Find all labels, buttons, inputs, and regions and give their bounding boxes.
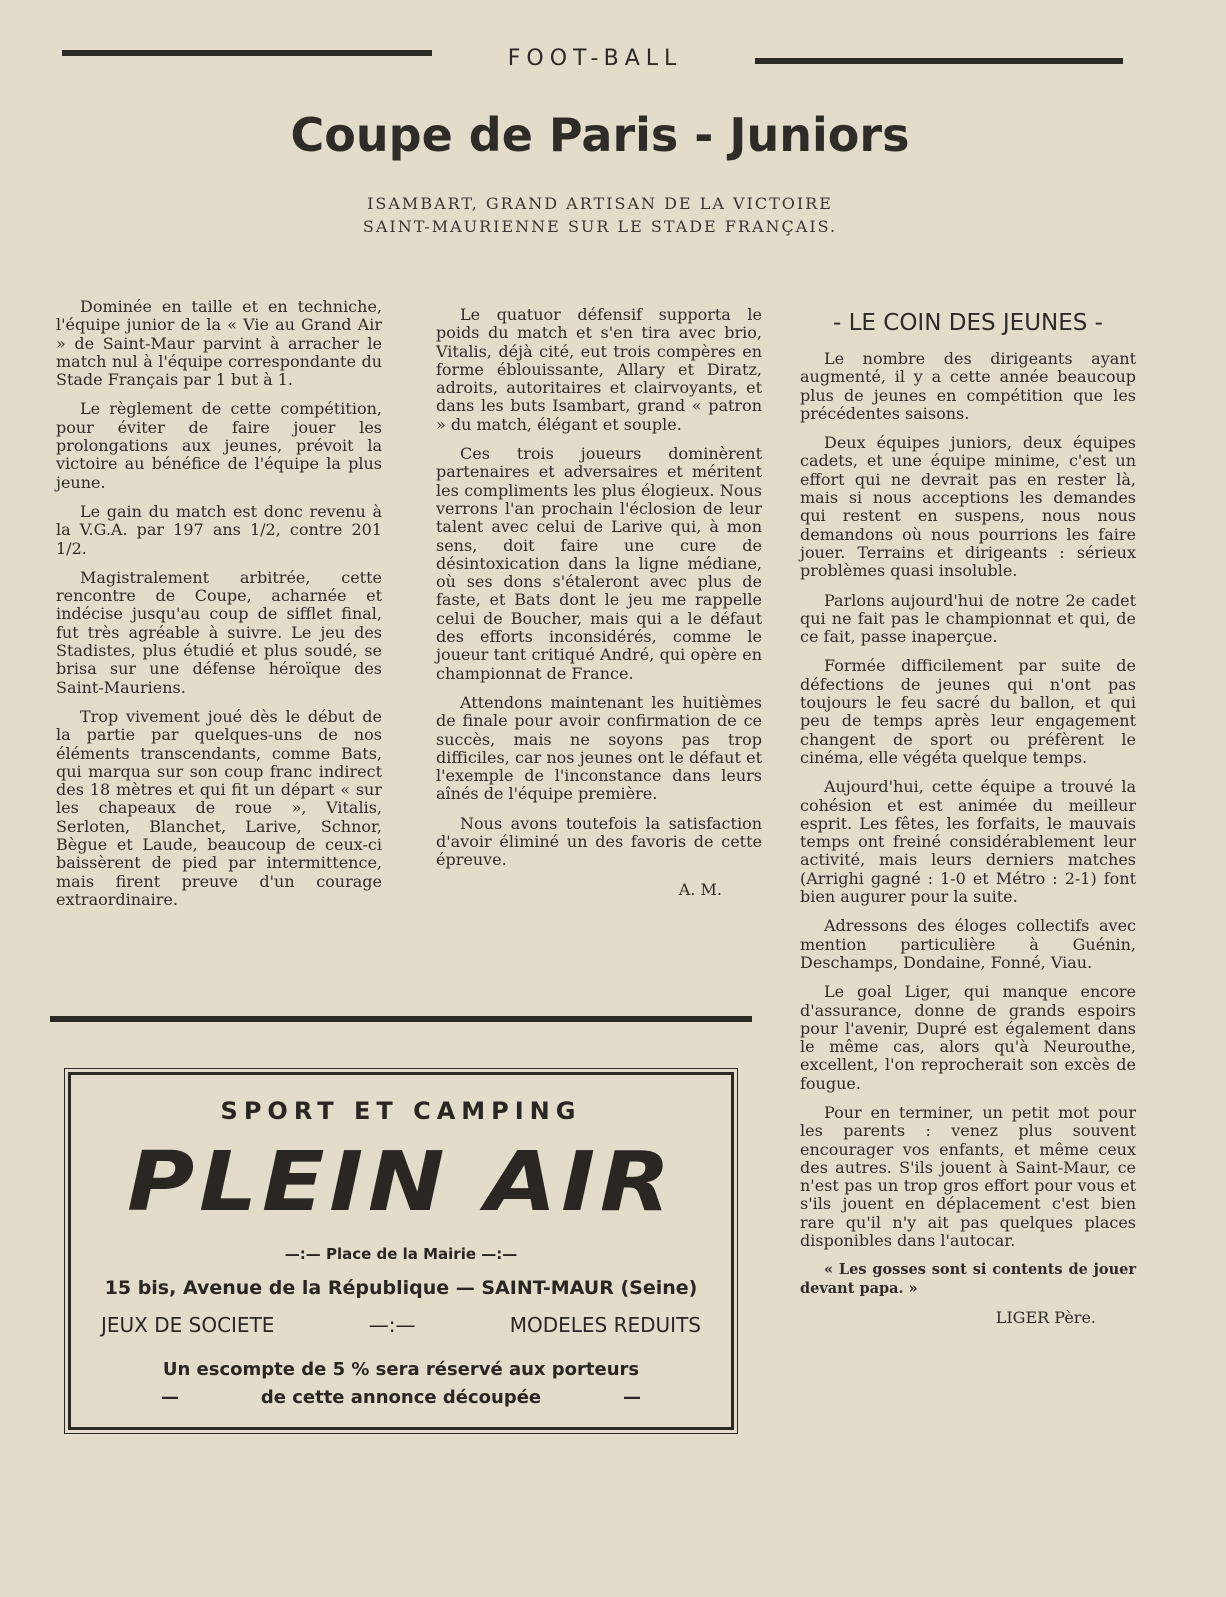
paragraph: Dominée en taille et en techniche, l'équipe junior de la « Vie au Grand Air » de Saint-Maur parvint à arracher le match nul à l'équipe correspondante du Stade Français par 1 but à 1. [56,297,382,390]
subheadline [250,192,950,238]
ad-products-right: MODELES REDUITS [509,1313,701,1337]
ad-kicker: SPORT ET CAMPING [220,1097,582,1125]
article-column-1 [56,298,382,920]
ad-products-separator: —:— [368,1313,416,1337]
paragraph: Trop vivement joué dès le début de la partie par quelques-uns de nos éléments transcendants, comme Bats, qui marqua sur son coup franc indirect des 18 mètres et qui fit un départ « sur les chapeaux de roue », Vitalis, Serloten, Blanchet, Larive, Schnor, Bègue et Laude, beaucoup de ceux-ci baissèrent de pied par intermittence, mais firent preuve d'un courage extraordinaire. [56,706,382,909]
paragraph: Adressons des éloges collectifs avec mention particulière à Guénin, Deschamps, Dondaine, Fonné, Viau. [800,916,1136,972]
paragraph: Attendons maintenant les huitièmes de finale pour avoir confirmation de ce succès, mais ne soyons pas trop difficiles, car nos jeunes ont le défaut et l'exemple de l'inconstance dans leurs aînés de l'équipe première. [436,692,762,804]
paragraph: Aujourd'hui, cette équipe a trouvé la cohésion et est animée du meilleur esprit. Les fêtes, les forfaits, le mauvais temps ont freiné considérablement leur activité, mais leurs derniers matches (Arrighi gagné : 1-0 et Métro : 2-1) font bien augurer pour la suite. [800,777,1136,907]
paragraph: Parlons aujourd'hui de notre 2e cadet qui ne fait pas le championnat et qui, de ce fait, passe inaperçue. [800,590,1136,647]
paragraph: Formée difficilement par suite de défections de jeunes qui n'ont pas toujours le feu sacré du ballon, et qui peu de temps après leur engagement changent de sport ou préfèrent le cinéma, elle végéta quelque temps. [800,656,1136,767]
coin-des-jeunes-title: - LE COIN DES JEUNES - [833,310,1103,336]
paragraph: Le nombre des dirigeants ayant augmenté, il y a cette année beaucoup plus de jeunes en compétition que les précédentes saisons. [800,349,1136,423]
paragraph: Deux équipes juniors, deux équipes cadets, et une équipe minime, c'est un effort qui ne devrait pas en rester là, mais si nous acceptions les demandes qui restent en suspens, nous nous demandons où nous pourrions les faire jouer. Terrains et dirigeants : sérieux problèmes quasi insoluble. [800,433,1136,581]
ad-place: —:— Place de la Mairie —:— [284,1245,518,1263]
paragraph: Pour en terminer, un petit mot pour les parents : venez plus souvent encourager vos enfants, et même ceux des autres. S'ils jouent à Saint-Maur, ce n'est pas un trop gros effort pour vous et s'ils jouent en déplacement c'est bien rare qu'il n'y ait pas quelques places disponibles dans l'autocar. [800,1102,1136,1251]
paragraph: Nous avons toutefois la satisfaction d'avoir éliminé un des favoris de cette épreuve. [436,813,762,870]
ad-separator-rule [50,1016,752,1022]
header-rule-left [62,50,432,56]
paragraph: Le règlement de cette compétition, pour éviter de faire jouer les prolongations aux jeunes, prévoit la victoire au bénéfice de l'équipe la plus jeune. [56,399,382,492]
ad-brand-name: PLEIN AIR [127,1135,675,1230]
coin-quote: « Les gosses sont si contents de jouer devant papa. » [800,1261,1136,1297]
paragraph: Le gain du match est donc revenu à la V.G.A. par 197 ans 1/2, contre 201 1/2. [56,501,382,558]
ad-offer-row-2 [161,1387,641,1408]
ad-offer-line-2: de cette annonce découpée [260,1387,542,1408]
paragraph: Le goal Liger, qui manque encore d'assurance, donne de grands espoirs pour l'avenir, Dupré est également dans le même cas, alors qu'à Neurouthe, excellent, l'on reprocherait son excès de fougue. [800,982,1136,1093]
headline: Coupe de Paris - Juniors [290,108,910,162]
article-column-2 [436,306,762,910]
ad-products-row [101,1313,701,1337]
ad-dash-left: — [161,1387,179,1408]
paragraph: Le quatuor défensif supporta le poids du match et s'en tira avec brio, Vitalis, déjà cité, eut trois compères en forme éblouissante, Allary et Diratz, adroits, autoritaires et clairvoyants, et dans les buts Isambart, grand « patron » du match, élégant et souple. [436,305,762,434]
plein-air-advertisement [68,1072,734,1430]
ad-address: 15 bis, Avenue de la République — SAINT-MAUR (Seine) [104,1277,698,1299]
subheadline-line-1: ISAMBART, GRAND ARTISAN DE LA VICTOIRE [367,194,833,213]
coin-signature: LIGER Père. [995,1307,1096,1327]
ad-offer-line-1: Un escompte de 5 % sera réservé aux porteurs [162,1359,640,1380]
subheadline-line-2: SAINT-MAURIENNE SUR LE STADE FRANÇAIS. [362,217,838,236]
header-rule-right [755,58,1123,64]
ad-dash-right: — [622,1387,641,1408]
article-signature: A. M. [678,879,722,899]
paragraph: Ces trois joueurs dominèrent partenaires et adversaires et méritent les compliments les plus élogieux. Nous verrons l'an prochain l'éclosion de leur talent avec celui de Larive qui, à mon sens, doit faire une cure de désintoxication dans la ligne médiane, où ses dons s'étaleront avec plus de faste, et Bats dont le jeu me rappelle celui de Boucher, mais qui a le défaut des efforts inconsidérés, comme le joueur tant critiqué André, qui opère en championnat de France. [436,444,762,683]
paragraph: Magistralement arbitrée, cette rencontre de Coupe, acharnée et indécise jusqu'au coup de sifflet final, fut très agréable à suivre. Le jeu des Stadistes, plus étudié et plus soudé, se brisa sur une défense héroïque des Saint-Mauriens. [56,567,382,697]
coin-des-jeunes-column [800,350,1136,1338]
ad-products-left: JEUX DE SOCIETE [101,1313,275,1337]
section-label: FOOT-BALL [507,46,683,71]
